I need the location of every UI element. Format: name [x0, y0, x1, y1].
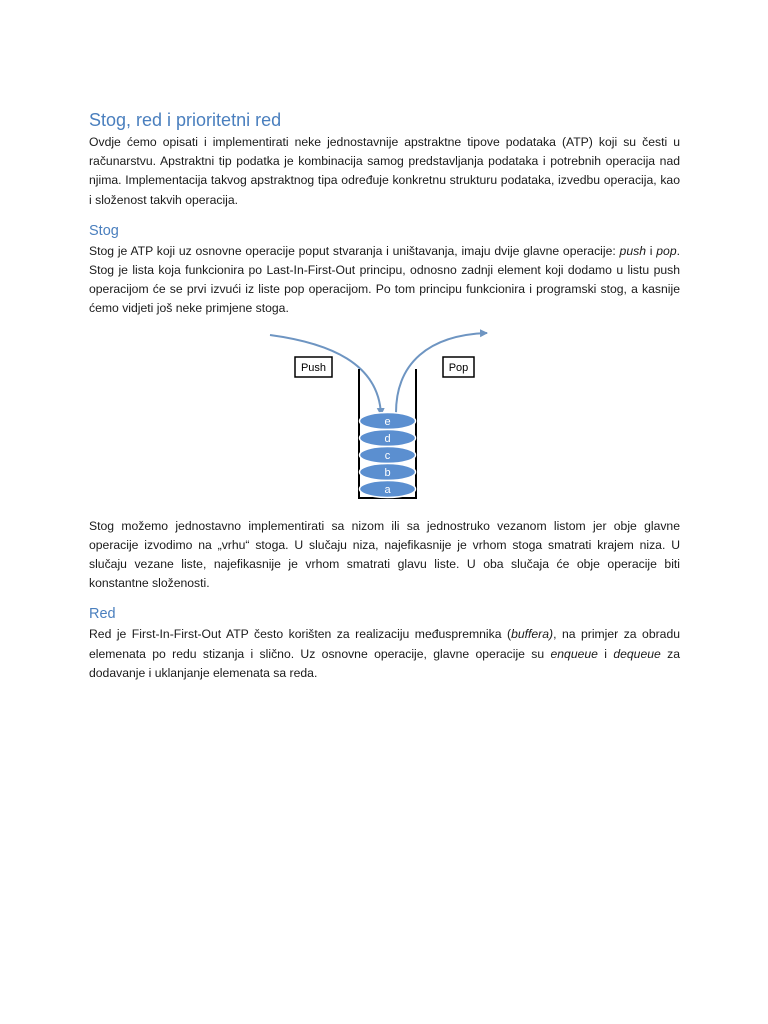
- red-text-1b: , na primjer za obradu elemenata po redu stizanja i slično. Uz osnovne operacije, glavne operacije su: [89, 627, 680, 661]
- push-term: push: [619, 243, 646, 258]
- red-text-1c: i: [597, 646, 614, 661]
- dequeue-term: dequeue: [613, 646, 661, 661]
- stog-text-1a: Stog je ATP koji uz osnovne operacije poput stvaranja i uništavanja, imaju dvije glavne operacije:: [89, 243, 620, 258]
- pop-label: Pop: [448, 361, 469, 374]
- stack-element-label-c: c: [384, 449, 391, 462]
- buffera-term: buffera): [511, 627, 554, 642]
- stog-paragraph-2: Stog možemo jednostavno implementirati sa nizom ili sa jednostruko vezanom listom jer obje glavne operacije izvodimo na „vrhu“ stoga. U slučaju niza, najefikasnije je vrhom stoga smatrati krajem niza. U slučaju vezane liste, najefikasnije je vrhom smatrati glavu liste. U oba slučaja će obje operacije biti konstantne složenosti.: [89, 518, 680, 591]
- push-label: Push: [300, 361, 327, 374]
- stack-element-label-a: a: [384, 483, 391, 496]
- stog-text-1b: i: [645, 243, 657, 258]
- stack-diagram: [89, 323, 680, 507]
- intro-paragraph: Ovdje ćemo opisati i implementirati neke jednostavnije apstraktne tipove podataka (ATP) koji su česti u računarstvu. Apstraktni tip podatka je kombinacija samog predstavljanja podataka i potrebnih operacija nad njima. Implementacija takvog apstraktnog tipa određuje konkretnu strukturu podataka, izvedbu operacija, kao i složenost takvih operacija.: [89, 135, 680, 207]
- enqueue-term: enqueue: [550, 646, 598, 661]
- section-heading-red: Red: [89, 606, 116, 623]
- red-text-1a: Red je First-In-First-Out ATP često korišten za realizaciju međuspremnika (: [89, 627, 512, 642]
- red-paragraph-1: [89, 625, 680, 683]
- stack-element-label-e: e: [384, 415, 391, 428]
- stack-element-label-b: b: [384, 466, 391, 479]
- red-text-1d: za dodavanje i uklanjanje elemenata sa reda.: [89, 646, 680, 680]
- pop-term: pop: [656, 243, 677, 258]
- stack-elements: [360, 412, 416, 497]
- document-page: [89, 108, 680, 683]
- stog-paragraph-1: [89, 242, 680, 319]
- stog-text-1c: . Stog je lista koja funkcionira po Last-In-First-Out principu, odnosno zadnji element koji dodamo u listu push operacijom će se prvi izvući iz liste pop operacijom. Po tom principu funkcionira i programski stog, a kasnije ćemo vidjeti još neke primjene stoga.: [89, 243, 680, 316]
- section-heading-stog: Stog: [89, 222, 119, 239]
- page-title: Stog, red i prioritetni red: [89, 110, 282, 130]
- stack-diagram-svg: [89, 323, 680, 507]
- stack-element-label-d: d: [384, 432, 391, 445]
